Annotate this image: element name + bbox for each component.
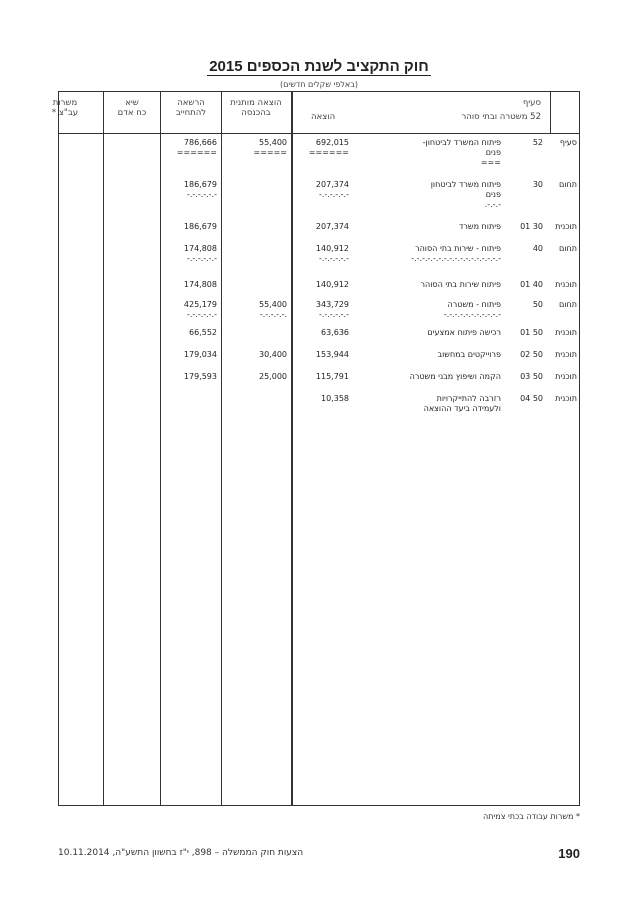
header-authorization-line2: להתחייב	[175, 108, 207, 118]
row-name: פרוייקטים במחשוב	[437, 350, 501, 359]
row-authorization: 786,666	[183, 138, 217, 147]
page-subtitle: (באלפי שקלים חדשים)	[280, 80, 358, 89]
row-name: הקמה ושיפוץ מבני משטרה	[409, 372, 501, 381]
row-code: 50 03	[520, 372, 543, 381]
row-kind: סעיף	[559, 138, 577, 147]
row-name-line2: פנים	[485, 190, 501, 199]
row-conditional: 25,000	[259, 372, 287, 381]
row-expense: 207,374	[315, 222, 349, 231]
row-name-line2: -.-.-.-.-.-.-.-.-.-.-	[443, 310, 501, 319]
row-expense: 692,015	[315, 138, 349, 147]
header-conditional-line1: הוצאה מותנית	[230, 98, 282, 108]
row-code: 30 01	[520, 222, 543, 231]
row-name: פיתוח - משטרה	[447, 300, 501, 309]
row-name-line2: ולעמידה ביעד ההוצאה	[423, 404, 501, 413]
header-divider	[59, 133, 579, 134]
row-name-line3: -.-.-.	[484, 200, 501, 209]
row-expense: 140,912	[315, 244, 349, 253]
footer-text: הצעות חוק הממשלה – 898, י"ז בחשוון התשע"ה, 10.11.2014	[58, 848, 304, 858]
row-name-line3: ===	[480, 158, 501, 167]
row-kind: תוכנית	[555, 280, 577, 289]
row-conditional: 30,400	[259, 350, 287, 359]
row-kind: תוכנית	[555, 222, 577, 231]
row-conditional: 55,400	[259, 300, 287, 309]
row-code: 40	[532, 244, 543, 253]
row-authorization-underline: ======	[176, 148, 217, 157]
row-authorization-underline: -.-.-.-.-.-	[186, 190, 217, 199]
header-positions-line1: משרות	[52, 98, 78, 108]
page-number: 190	[558, 846, 580, 861]
header-section: סעיף	[522, 98, 541, 108]
row-name: פיתוח משרד	[459, 222, 501, 231]
row-expense-underline: -.-.-.-.-.-	[318, 310, 349, 319]
row-kind: תוכנית	[555, 350, 577, 359]
row-code: 30	[532, 180, 543, 189]
row-authorization: 179,034	[183, 350, 217, 359]
footnote: * משרות עבודה בכתי צמיתה	[483, 812, 580, 821]
row-name: רזרבה להתייקרויות	[436, 394, 501, 403]
header-peak-manpower	[107, 98, 157, 118]
page-footer	[58, 846, 580, 860]
row-expense: 343,729	[315, 300, 349, 309]
row-code: 52	[532, 138, 543, 147]
row-name: פיתוח משרד לביטחון	[430, 180, 501, 189]
page-title-text: חוק התקציב לשנת הכספים 2015	[209, 58, 429, 75]
row-authorization: 186,679	[183, 180, 217, 189]
row-expense-underline: -.-.-.-.-.-	[318, 190, 349, 199]
column-divider	[291, 92, 293, 805]
header-expense: הוצאה	[311, 112, 336, 122]
column-divider	[550, 92, 551, 133]
header-conditional-line2: בהכנסה	[241, 108, 271, 118]
row-code: 50 02	[520, 350, 543, 359]
row-expense: 140,912	[315, 280, 349, 289]
row-expense-underline: ======	[308, 148, 349, 157]
row-name: רכישה פיתוח אמצעים	[427, 328, 501, 337]
row-code: 50 01	[520, 328, 543, 337]
row-expense: 153,944	[315, 350, 349, 359]
row-authorization: 179,593	[183, 372, 217, 381]
header-peak-line1: שיא	[125, 98, 139, 108]
row-conditional-underline: =====	[253, 148, 287, 157]
column-divider	[160, 92, 161, 805]
row-kind: תוכנית	[555, 394, 577, 403]
row-authorization: 66,552	[189, 328, 217, 337]
column-divider	[221, 92, 222, 805]
budget-table	[51, 91, 580, 806]
row-name: פיתוח שירות בתי הסוהר	[420, 280, 501, 289]
row-expense: 10,358	[321, 394, 349, 403]
row-code: 50 04	[520, 394, 543, 403]
row-name: פיתוח - שירות בתי הסוהר	[415, 244, 501, 253]
row-kind: תוכנית	[555, 328, 577, 337]
row-authorization-underline: -.-.-.-.-.-	[186, 310, 217, 319]
page-title	[0, 58, 638, 75]
header-authorization-line1: הרשאה	[177, 98, 205, 108]
row-code: 40 01	[520, 280, 543, 289]
row-conditional: 55,400	[259, 138, 287, 147]
header-positions-line2: עב"צ *	[51, 108, 79, 118]
row-expense-underline: -.-.-.-.-.-	[318, 254, 349, 263]
row-authorization: 174,808	[183, 280, 217, 289]
header-peak-line2: כח אדם	[117, 108, 147, 118]
row-authorization-underline: -.-.-.-.-.-	[186, 254, 217, 263]
row-expense: 63,636	[321, 328, 349, 337]
row-authorization: 186,679	[183, 222, 217, 231]
row-code: 50	[532, 300, 543, 309]
row-expense: 115,791	[315, 372, 349, 381]
row-authorization: 174,808	[183, 244, 217, 253]
header-conditional-expense	[225, 98, 287, 118]
row-expense: 207,374	[315, 180, 349, 189]
header-positions	[43, 98, 87, 118]
row-name-line2: -.-.-.-.-.-.-.-.-.-.-.-.-.-.-.-.-	[411, 254, 501, 263]
row-name: פיתוח המשרד לביטחון-	[422, 138, 501, 147]
header-section-sub: 52 משטרה ובתי סוהר	[461, 112, 541, 122]
row-name-line2: פנים	[485, 148, 501, 157]
row-kind: תחום	[559, 300, 577, 309]
row-authorization: 425,179	[183, 300, 217, 309]
column-divider	[103, 92, 104, 805]
row-conditional-underline: -.-.-.-.-.	[259, 310, 287, 319]
row-kind: תחום	[559, 180, 577, 189]
row-kind: תוכנית	[555, 372, 577, 381]
row-kind: תחום	[559, 244, 577, 253]
header-authorization	[164, 98, 218, 118]
